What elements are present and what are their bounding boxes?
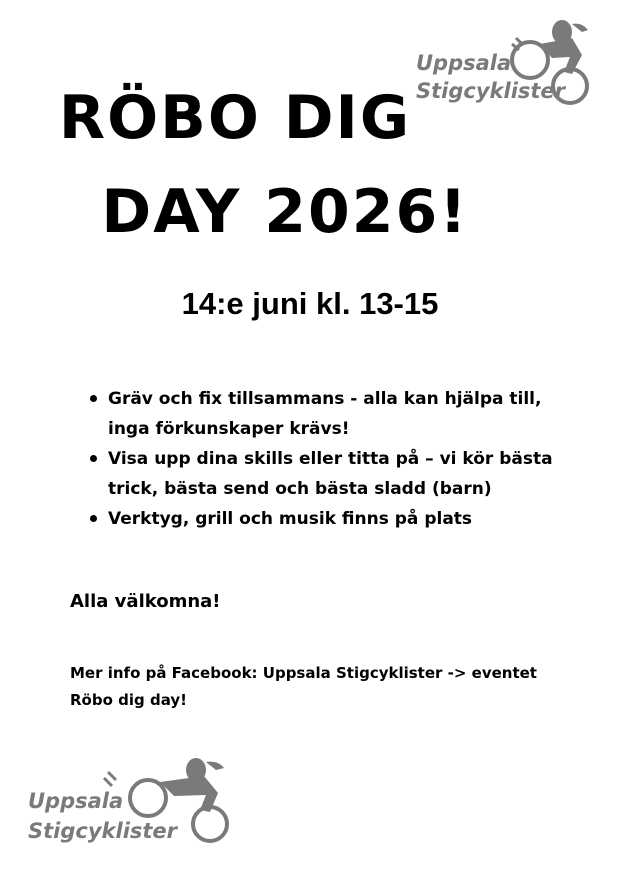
logo-text-line1: Uppsala bbox=[28, 789, 124, 813]
logo-text-line2: Stigcyklister bbox=[28, 819, 178, 843]
list-item: Verktyg, grill och musik finns på plats bbox=[108, 504, 578, 534]
logo-text-line1: Uppsala bbox=[416, 51, 512, 75]
event-date: 14:e juni kl. 13-15 bbox=[181, 286, 439, 321]
cyclist-icon bbox=[26, 750, 236, 850]
list-item: Gräv och fix tillsammans - alla kan hjälpa till, inga förkunskaper krävs! bbox=[108, 384, 578, 444]
list-item: Visa upp dina skills eller titta på – vi kör bästa trick, bästa send och bästa sladd (barn) bbox=[108, 444, 578, 504]
info-text: Mer info på Facebook: Uppsala Stigcyklister -> eventet Röbo dig day! bbox=[70, 664, 537, 709]
title-line-2: DAY 2026! bbox=[101, 177, 469, 247]
welcome-text: Alla välkomna! bbox=[70, 591, 221, 612]
activity-list bbox=[108, 384, 578, 534]
logo-bottom bbox=[26, 750, 236, 850]
title-line-1: RÖBO DIG bbox=[58, 83, 412, 153]
logo-text-line2: Stigcyklister bbox=[416, 79, 566, 103]
